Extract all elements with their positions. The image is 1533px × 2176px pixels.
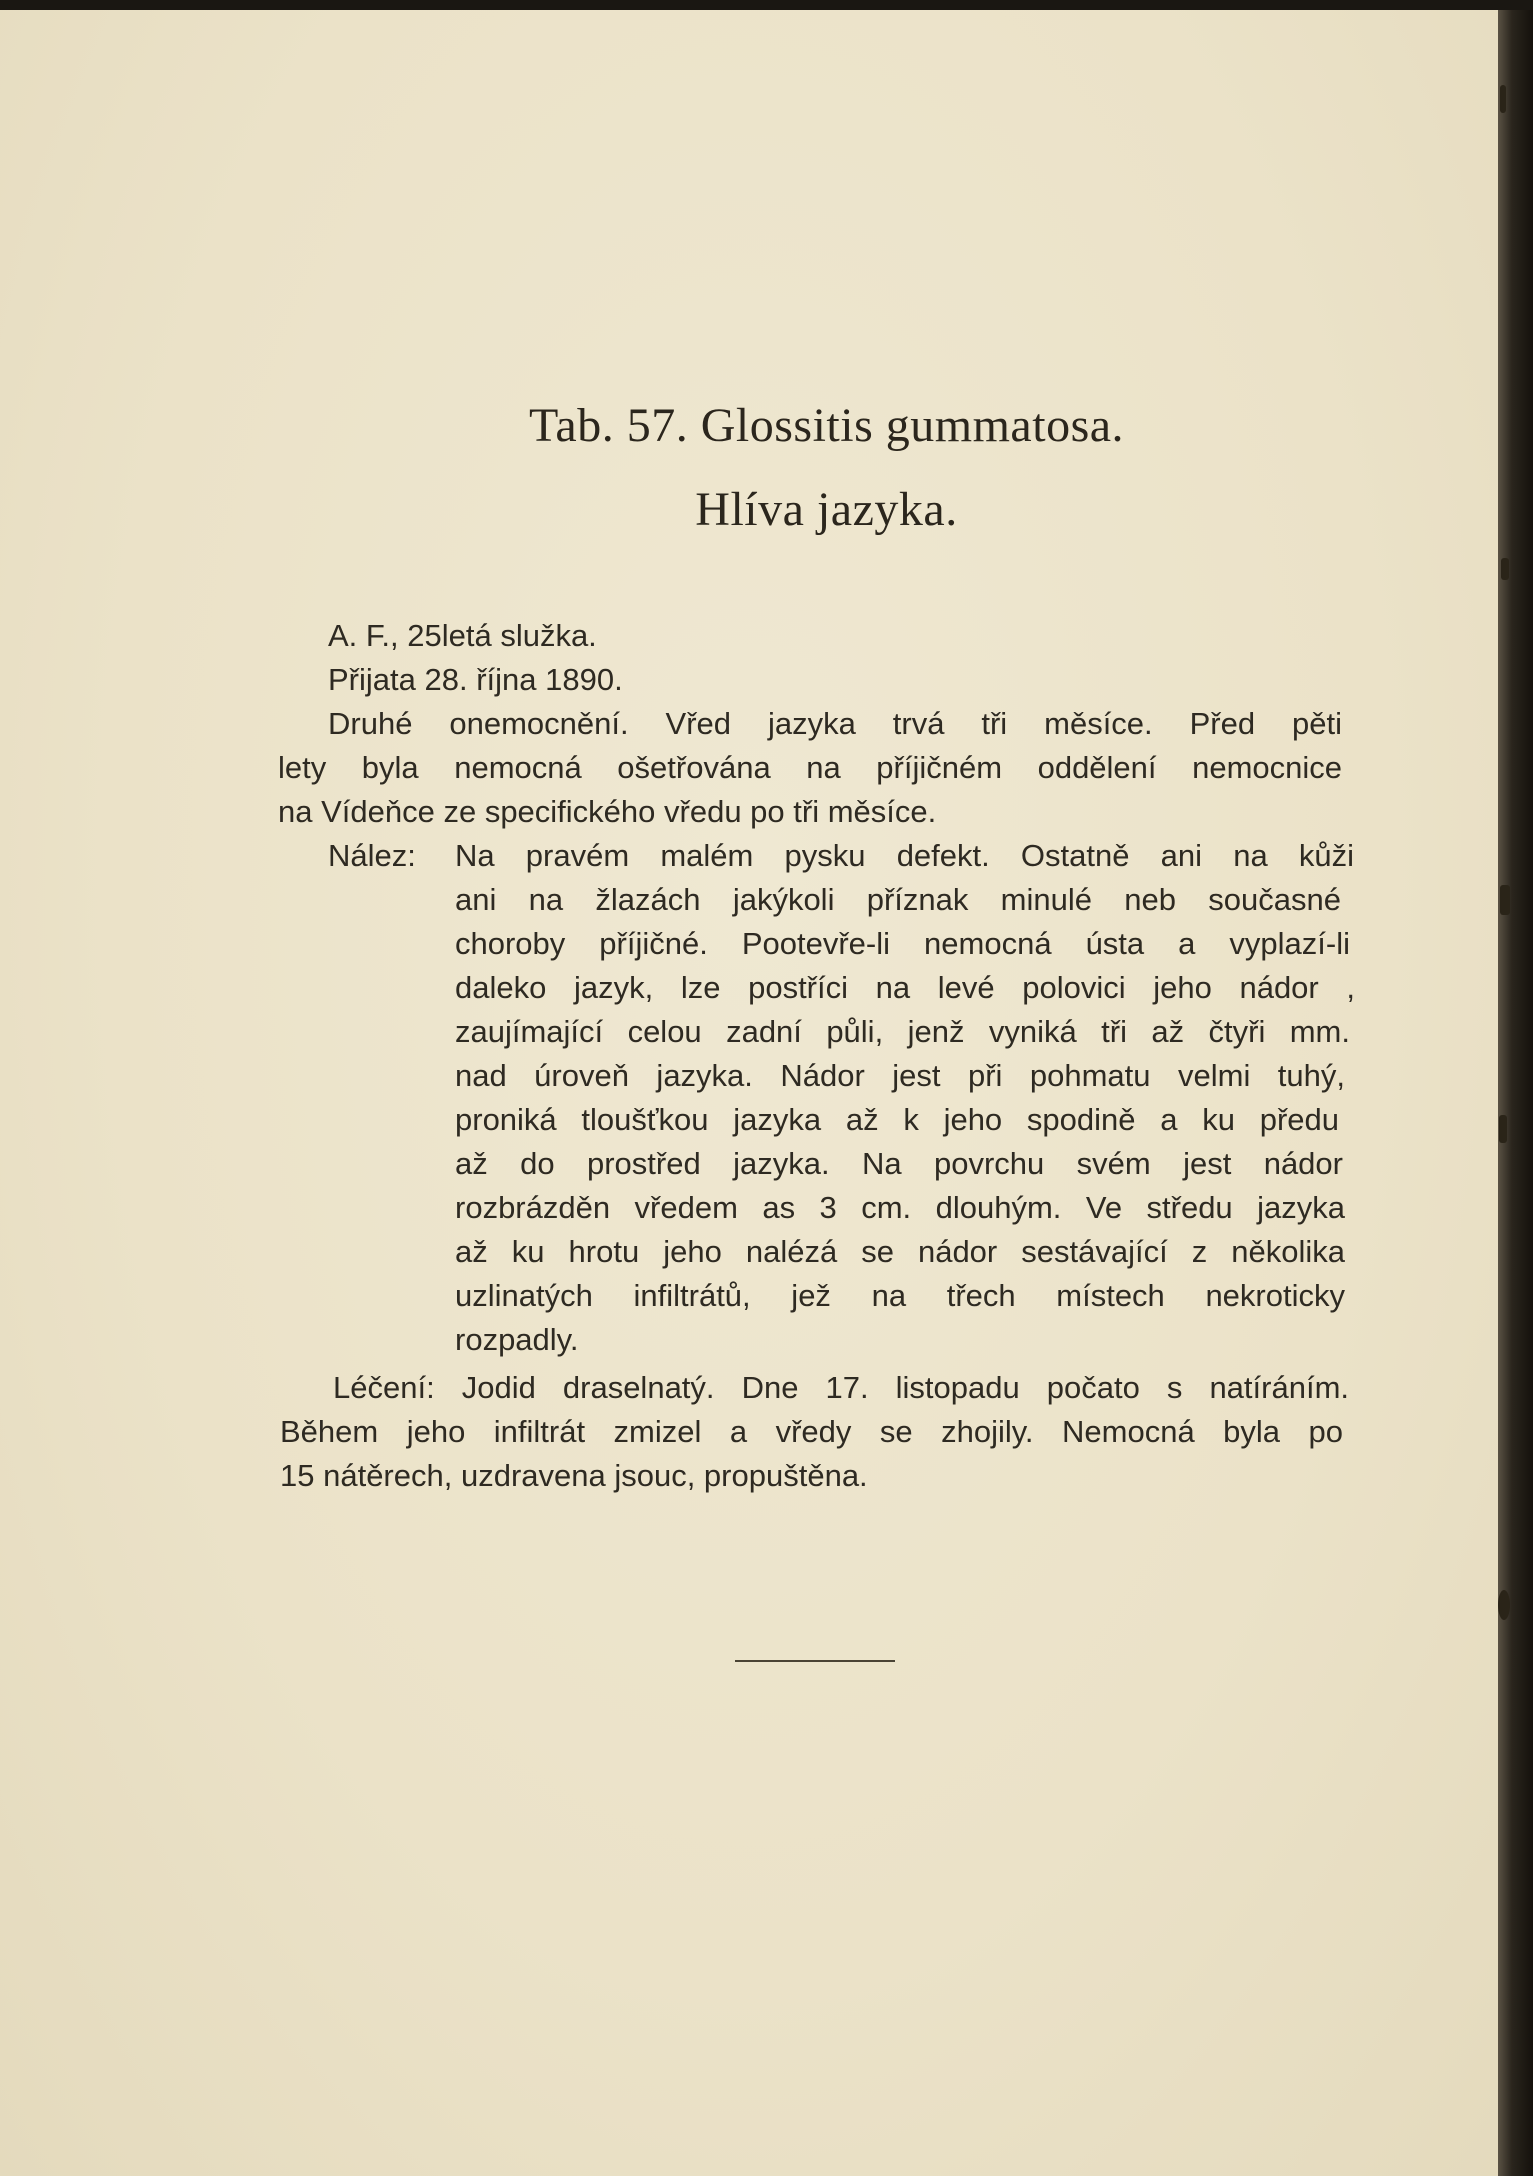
plate-subtitle: Hlíva jazyka. xyxy=(695,483,958,536)
findings-line: proniká tloušťkou jazyka až k jeho spodině a ku předu xyxy=(455,1102,1339,1137)
findings-line: až do prostřed jazyka. Na povrchu svém jest nádor xyxy=(455,1146,1343,1181)
findings-line: daleko jazyk, lze postříci na levé polovici jeho nádor , xyxy=(455,970,1355,1005)
patient-identity: A. F., 25letá služka. xyxy=(328,618,597,653)
findings-line: choroby příjičné. Pootevře-li nemocná ústa a vyplazí-li xyxy=(455,926,1350,961)
findings-label: Nález: xyxy=(328,838,416,873)
spine-mark xyxy=(1500,885,1510,915)
history-line-3: na Vídeňce ze specifického vředu po tři měsíce. xyxy=(278,794,937,829)
treatment-line-1: Léčení: Jodid draselnatý. Dne 17. listopadu počato s natíráním. xyxy=(333,1370,1349,1405)
findings-line: rozpadly. xyxy=(455,1322,579,1357)
plate-title: Tab. 57. Glossitis gummatosa. xyxy=(528,399,1125,452)
findings-line: uzlinatých infiltrátů, jež na třech místech nekroticky xyxy=(455,1278,1345,1313)
findings-line: Na pravém malém pysku defekt. Ostatně ani na kůži xyxy=(455,838,1354,873)
history-line-2: lety byla nemocná ošetřována na příjičném oddělení nemocnice xyxy=(278,750,1342,785)
patient-admission: Přijata 28. října 1890. xyxy=(328,662,623,697)
treatment-line-3: 15 nátěrech, uzdravena jsouc, propuštěna. xyxy=(280,1458,868,1493)
findings-line: až ku hrotu jeho nalézá se nádor sestávající z několika xyxy=(455,1234,1345,1269)
findings-line: zaujímající celou zadní půli, jenž vyniká tři až čtyři mm. xyxy=(455,1014,1350,1049)
spine-mark xyxy=(1498,1590,1510,1620)
spine-mark xyxy=(1501,558,1509,580)
findings-line: nad úroveň jazyka. Nádor jest při pohmatu velmi tuhý, xyxy=(455,1058,1345,1093)
spine-mark xyxy=(1499,1115,1507,1143)
spine-mark xyxy=(1500,85,1506,113)
treatment-line-2: Během jeho infiltrát zmizel a vředy se zhojily. Nemocná byla po xyxy=(280,1414,1343,1449)
findings-line: rozbrázděn vředem as 3 cm. dlouhým. Ve středu jazyka xyxy=(455,1190,1345,1225)
history-line-1: Druhé onemocnění. Vřed jazyka trvá tři měsíce. Před pěti xyxy=(328,706,1342,741)
findings-line: ani na žlazách jakýkoli příznak minulé neb současné xyxy=(455,882,1341,917)
end-rule xyxy=(735,1660,895,1662)
book-spine xyxy=(1498,10,1533,2176)
